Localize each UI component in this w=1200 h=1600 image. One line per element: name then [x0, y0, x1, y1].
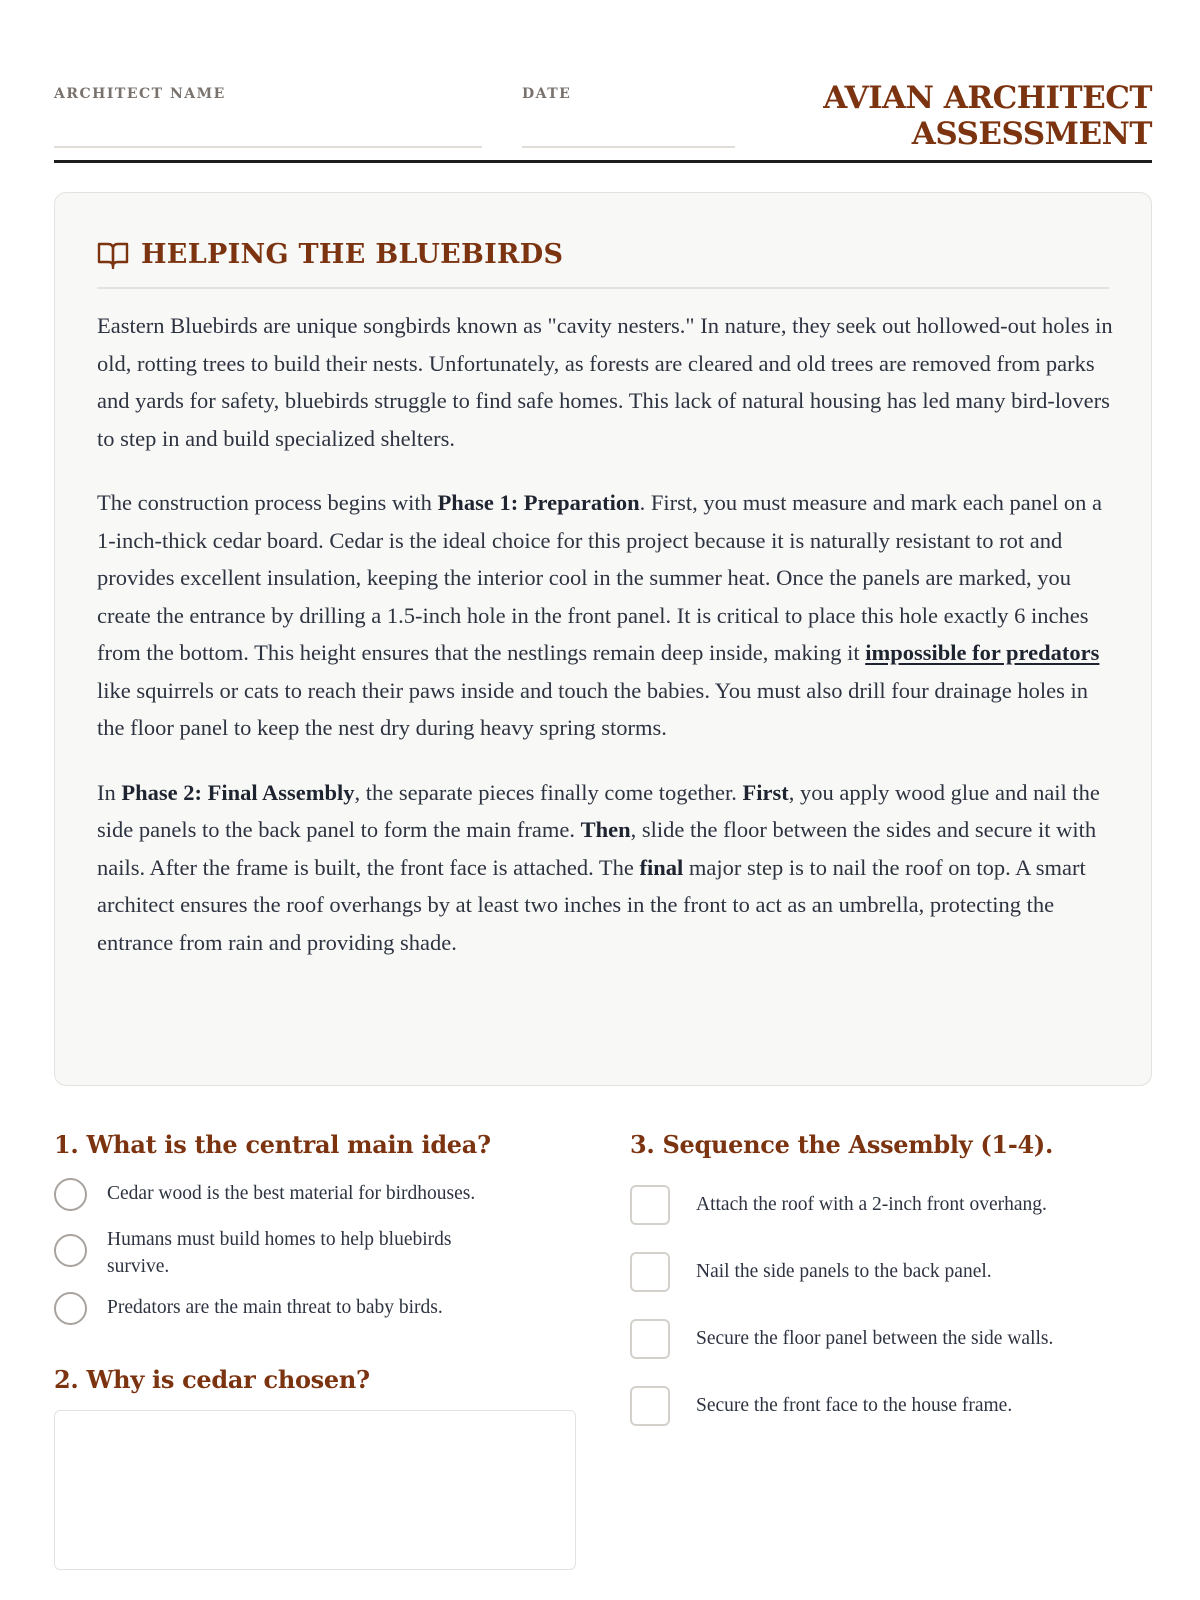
radio-button[interactable] — [54, 1292, 87, 1325]
passage-paragraph-2 — [97, 484, 1113, 747]
passage-body — [97, 307, 1113, 988]
date-field[interactable] — [522, 146, 735, 148]
sequence-item-label: Secure the floor panel between the side walls. — [696, 1328, 1054, 1349]
question-2-title: 2. Why is cedar chosen? — [54, 1365, 370, 1394]
date-label: DATE — [522, 86, 572, 102]
passage-paragraph-3 — [97, 774, 1113, 962]
header-divider — [54, 160, 1152, 163]
radio-button[interactable] — [54, 1178, 87, 1211]
text-run: The construction process begins with — [97, 490, 438, 515]
text-run: In — [97, 779, 122, 805]
page-title-line1: AVIAN ARCHITECT — [823, 80, 1152, 116]
phase-1-emphasis: Phase 1: Preparation — [437, 490, 640, 515]
sequence-item-2[interactable] — [630, 1252, 992, 1292]
architect-name-field[interactable] — [54, 146, 482, 148]
sequence-item-4[interactable] — [630, 1386, 1012, 1426]
sequence-item-label: Nail the side panels to the back panel. — [696, 1261, 992, 1282]
passage-heading — [97, 239, 563, 270]
sequence-item-label: Secure the front face to the house frame. — [696, 1395, 1013, 1416]
reading-passage-card — [54, 192, 1152, 1086]
page-title-line2: ASSESSMENT — [911, 116, 1152, 152]
sequence-number-box[interactable] — [630, 1185, 670, 1225]
option-label: Predators are the main threat to baby birds. — [107, 1297, 443, 1318]
sequence-item-3[interactable] — [630, 1319, 1053, 1359]
passage-title: HELPING THE BLUEBIRDS — [141, 239, 564, 270]
book-open-icon — [97, 241, 129, 269]
question-1-title: 1. What is the central main idea? — [54, 1130, 491, 1159]
text-run: , slide the floor between the sides and secure it with nails. After the frame is built, the front face is attached. The — [97, 817, 1097, 880]
question-1-option-1[interactable] — [54, 1178, 517, 1211]
text-run: , the separate pieces finally come together. — [354, 779, 743, 805]
sequence-number-box[interactable] — [630, 1386, 670, 1426]
text-run: like squirrels or cats to reach their paws inside and touch the babies. You must also drill four drainage holes in the floor panel to keep the nest dry during heavy spring storms. — [97, 677, 1089, 740]
text-run: major step is to nail the roof on top. A smart architect ensures the roof overhangs by at least two inches in the front to act as an umbrella, protecting the entrance from rain and providing shade. — [97, 854, 1086, 955]
sequence-number-box[interactable] — [630, 1319, 670, 1359]
passage-paragraph-1: Eastern Bluebirds are unique songbirds known as "cavity nesters." In nature, they seek out hollowed-out holes in old, rotting trees to build their nests. Unfortunately, as forests are cleared and old trees are removed from parks and yards for safety, bluebirds struggle to find safe homes. This lack of natural housing has led many bird-lovers to step in and build specialized shelters. — [97, 313, 1113, 451]
question-1-option-3[interactable] — [54, 1292, 517, 1325]
radio-button[interactable] — [54, 1234, 87, 1267]
architect-name-label: ARCHITECT NAME — [54, 86, 226, 102]
option-label: Humans must build homes to help bluebirds survive. — [107, 1229, 452, 1277]
first-emphasis: First — [742, 779, 789, 805]
final-emphasis: final — [639, 854, 684, 880]
text-run: . First, you must measure and mark each panel on a 1-inch-thick cedar board. Cedar is the ideal choice for this project because it is naturally resistant to rot and provides excellent insulation, keeping the interior cool in the summer heat. Once the panels are marked, you create the entrance by drilling a 1.5-inch hole in the front panel. It is critical to place this hole exactly 6 inches from the bottom. This height ensures that the nestlings remain deep inside, making it — [97, 490, 1102, 665]
question-3-title: 3. Sequence the Assembly (1-4). — [630, 1130, 1053, 1159]
text-run: , you apply wood glue and nail the side panels to the back panel to form the main frame. — [97, 779, 1100, 842]
sequence-item-label: Attach the roof with a 2-inch front overhang. — [696, 1194, 1047, 1215]
question-2-answer-box[interactable] — [54, 1410, 576, 1570]
passage-divider — [97, 287, 1109, 289]
sequence-item-1[interactable] — [630, 1185, 1047, 1225]
then-emphasis: Then — [580, 817, 631, 842]
question-1-option-2[interactable] — [54, 1229, 517, 1280]
phase-2-emphasis: Phase 2: Final Assembly — [121, 779, 355, 805]
option-label: Cedar wood is the best material for birdhouses. — [107, 1183, 476, 1204]
worksheet-header — [54, 0, 1152, 164]
sequence-number-box[interactable] — [630, 1252, 670, 1292]
page-title — [823, 80, 1152, 152]
predators-emphasis: impossible for predators — [865, 640, 1100, 665]
